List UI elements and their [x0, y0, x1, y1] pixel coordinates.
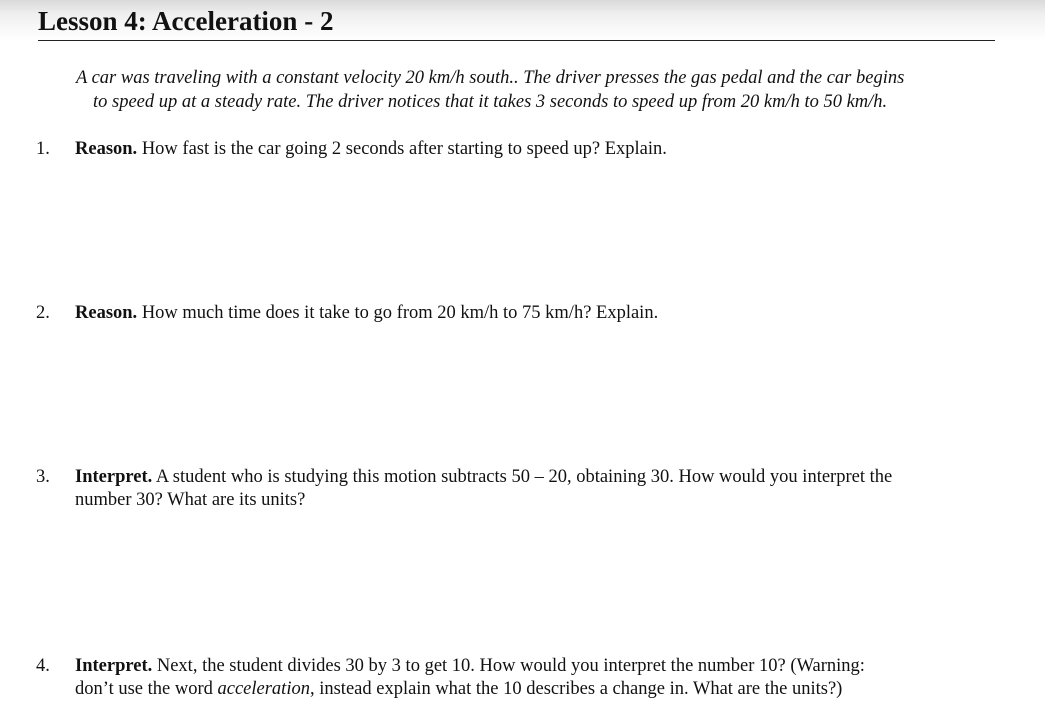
question-line-2: [75, 678, 1005, 701]
question-text: How fast is the car going 2 seconds after starting to speed up? Explain.: [137, 139, 667, 159]
question-lead: Reason.: [75, 139, 138, 159]
title-underline: [38, 40, 995, 41]
emphasized-term: acceleration: [217, 679, 310, 699]
question-line: [75, 302, 1005, 325]
question-text: A student who is studying this motion subtracts 50 – 20, obtaining 30. How would you interpret the: [152, 467, 893, 487]
question-lead: Interpret.: [75, 656, 153, 676]
question-lead: Interpret.: [75, 467, 153, 487]
question-body: [75, 655, 1005, 701]
question-line: [75, 466, 1005, 489]
page-title: Lesson 4: Acceleration - 2: [38, 6, 334, 36]
question-line: [75, 138, 1005, 161]
intro-line-2: to speed up at a steady rate. The driver notices that it takes 3 seconds to speed up from 20 km/h to 50 km/h.: [93, 92, 888, 112]
question-body: [75, 138, 1005, 161]
question-body: [75, 466, 1005, 512]
question-lead: Reason.: [75, 303, 138, 323]
question-text: Next, the student divides 30 by 3 to get 10. How would you interpret the number 10? (Warning:: [152, 656, 865, 676]
question-body: [75, 302, 1005, 325]
question-number: 1.: [36, 139, 50, 159]
question-number: 4.: [36, 656, 50, 676]
intro-line-1: A car was traveling with a constant velocity 20 km/h south.. The driver presses the gas pedal and the car begins: [76, 68, 905, 88]
question-text-part: don’t use the word: [75, 679, 218, 699]
question-text-part: , instead explain what the 10 describes a change in. What are the units?): [309, 679, 843, 699]
intro-paragraph: [70, 66, 1000, 114]
question-text: How much time does it take to go from 20 km/h to 75 km/h? Explain.: [137, 303, 659, 323]
question-line-2: number 30? What are its units?: [75, 490, 306, 510]
question-number: 3.: [36, 467, 50, 487]
question-line: [75, 655, 1005, 678]
question-number: 2.: [36, 303, 50, 323]
